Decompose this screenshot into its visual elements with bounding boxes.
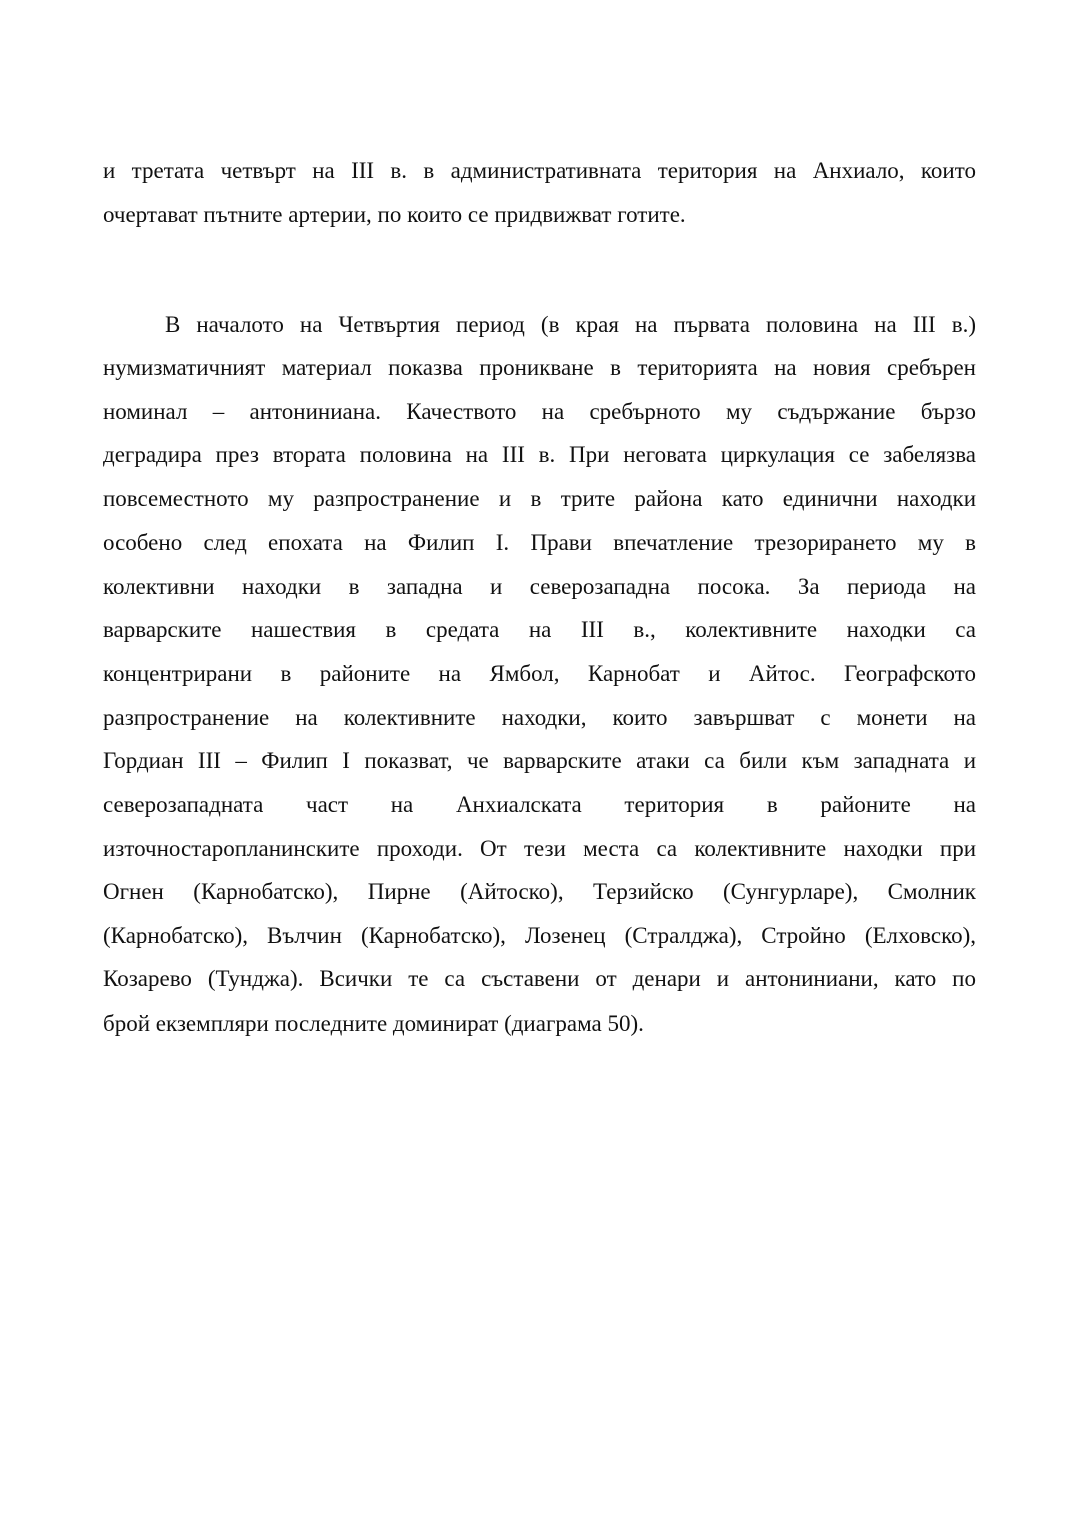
paragraph-2-line-7: колективни находки в западна и северозападна посока. За периода на xyxy=(103,574,976,599)
paragraph-2-line-5: повсеместното му разпространение и в трите района като единични находки xyxy=(103,486,976,511)
paragraph-2-line-2: нумизматичният материал показва проникване в територията на новия сребърен xyxy=(103,355,976,380)
paragraph-1-line-1: и третата четвърт на III в. в административната територия на Анхиало, които xyxy=(103,158,976,183)
paragraph-2-line-13: източностаропланинските проходи. От тези места са колективните находки при xyxy=(103,836,976,861)
paragraph-2-line-10: разпространение на колективните находки, които завършват с монети на xyxy=(103,705,976,730)
paragraph-2-line-8: варварските нашествия в средата на III в., колективните находки са xyxy=(103,617,976,642)
paragraph-2-line-12: северозападната част на Анхиалската територия в районите на xyxy=(103,792,976,817)
paragraph-2-line-6: особено след епохата на Филип I. Прави впечатление трезорирането му в xyxy=(103,530,976,555)
paragraph-2-line-11: Гордиан III – Филип I показват, че варварските атаки са били към западната и xyxy=(103,748,976,773)
paragraph-2-line-14: Огнен (Карнобатско), Пирне (Айтоско), Терзийско (Сунгурларе), Смолник xyxy=(103,879,976,904)
paragraph-2-line-9: концентрирани в районите на Ямбол, Карнобат и Айтос. Географското xyxy=(103,661,976,686)
paragraph-2-line-4: деградира през втората половина на III в. При неговата циркулация се забелязва xyxy=(103,442,976,467)
paragraph-2-line-3: номинал – антониниана. Качеството на сребърното му съдържание бързо xyxy=(103,399,976,424)
paragraph-2-line-17: брой екземпляри последните доминират (диаграма 50). xyxy=(103,1011,644,1036)
paragraph-2-line-15: (Карнобатско), Вълчин (Карнобатско), Лозенец (Стралджа), Стройно (Елховско), xyxy=(103,923,976,948)
paragraph-1-line-2: очертават пътните артерии, по които се придвижват готите. xyxy=(103,202,686,227)
paragraph-2-line-16: Козарево (Тунджа). Всички те са съставени от денари и антониниани, като по xyxy=(103,966,976,991)
paragraph-2-line-1: В началото на Четвъртия период (в края на първата половина на III в.) xyxy=(165,312,976,337)
